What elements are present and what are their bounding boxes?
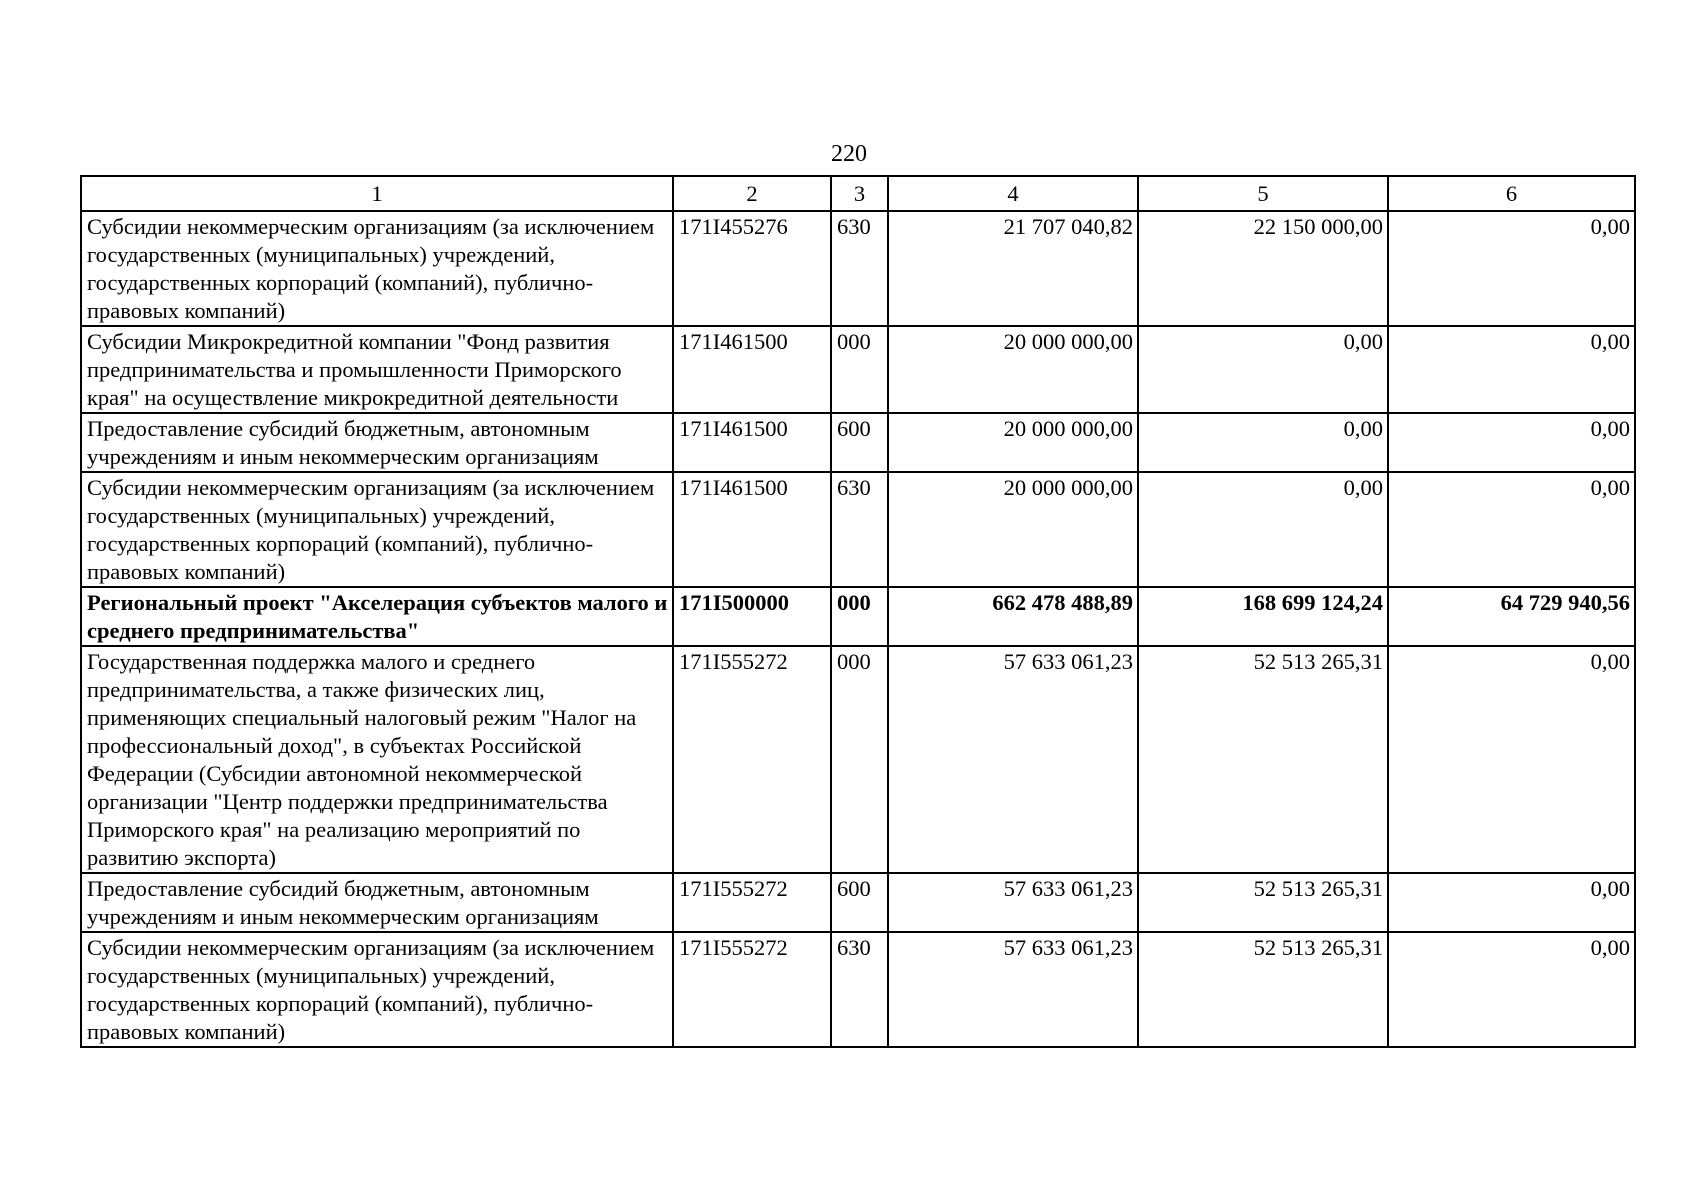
row-amount-col5: 0,00 [1138, 472, 1388, 587]
row-type: 630 [831, 211, 888, 326]
row-code: 171I461500 [673, 472, 831, 587]
row-amount-col4: 57 633 061,23 [888, 873, 1138, 932]
row-amount-col6: 0,00 [1388, 413, 1635, 472]
row-amount-col5: 52 513 265,31 [1138, 932, 1388, 1047]
page-number: 220 [831, 141, 867, 167]
row-code: 171I555272 [673, 873, 831, 932]
row-code: 171I500000 [673, 587, 831, 646]
column-header: 6 [1388, 176, 1635, 211]
row-amount-col4: 57 633 061,23 [888, 932, 1138, 1047]
row-amount-col4: 20 000 000,00 [888, 472, 1138, 587]
row-amount-col4: 662 478 488,89 [888, 587, 1138, 646]
row-amount-col5: 52 513 265,31 [1138, 873, 1388, 932]
column-header: 5 [1138, 176, 1388, 211]
row-amount-col6: 0,00 [1388, 646, 1635, 873]
header-row [81, 176, 1635, 211]
row-code: 171I461500 [673, 413, 831, 472]
row-amount-col5: 168 699 124,24 [1138, 587, 1388, 646]
column-header: 1 [81, 176, 673, 211]
row-amount-col6: 0,00 [1388, 932, 1635, 1047]
table-row [81, 646, 1635, 873]
row-description: Государственная поддержка малого и среднего предпринимательства, а также физических лиц, применяющих специальный налоговый режим "Налог на профессиональный доход", в субъектах Российской Федерации (Субсидии автономной некоммерческой организации "Центр поддержки предпринимательства Приморского края" на реализацию мероприятий по развитию экспорта) [81, 646, 673, 873]
row-description: Предоставление субсидий бюджетным, автономным учреждениям и иным некоммерческим организациям [81, 413, 673, 472]
row-type: 600 [831, 873, 888, 932]
row-code: 171I555272 [673, 646, 831, 873]
row-code: 171I461500 [673, 326, 831, 413]
row-description: Региональный проект "Акселерация субъектов малого и среднего предпринимательства" [81, 587, 673, 646]
table-row [81, 326, 1635, 413]
row-description: Субсидии некоммерческим организациям (за исключением государственных (муниципальных) учреждений, государственных корпораций (компаний), публично-правовых компаний) [81, 932, 673, 1047]
row-type: 000 [831, 646, 888, 873]
row-amount-col6: 0,00 [1388, 873, 1635, 932]
row-type: 630 [831, 472, 888, 587]
table-row [81, 472, 1635, 587]
row-type: 000 [831, 587, 888, 646]
row-type: 630 [831, 932, 888, 1047]
row-type: 600 [831, 413, 888, 472]
row-amount-col6: 0,00 [1388, 326, 1635, 413]
row-type: 000 [831, 326, 888, 413]
row-amount-col6: 0,00 [1388, 472, 1635, 587]
row-description: Предоставление субсидий бюджетным, автономным учреждениям и иным некоммерческим организациям [81, 873, 673, 932]
row-amount-col5: 52 513 265,31 [1138, 646, 1388, 873]
row-amount-col5: 22 150 000,00 [1138, 211, 1388, 326]
row-description: Субсидии Микрокредитной компании "Фонд развития предпринимательства и промышленности Приморского края" на осуществление микрокредитной деятельности [81, 326, 673, 413]
row-amount-col4: 20 000 000,00 [888, 413, 1138, 472]
row-amount-col4: 57 633 061,23 [888, 646, 1138, 873]
table-row-project-total [81, 587, 1635, 646]
row-description: Субсидии некоммерческим организациям (за исключением государственных (муниципальных) учреждений, государственных корпораций (компаний), публично-правовых компаний) [81, 211, 673, 326]
column-header: 4 [888, 176, 1138, 211]
row-code: 171I455276 [673, 211, 831, 326]
table-row [81, 873, 1635, 932]
table-row [81, 932, 1635, 1047]
column-header: 3 [831, 176, 888, 211]
row-description: Субсидии некоммерческим организациям (за исключением государственных (муниципальных) учреждений, государственных корпораций (компаний), публично-правовых компаний) [81, 472, 673, 587]
table-row [81, 413, 1635, 472]
row-amount-col6: 0,00 [1388, 211, 1635, 326]
budget-table [80, 175, 1636, 1048]
row-amount-col5: 0,00 [1138, 326, 1388, 413]
table-row [81, 211, 1635, 326]
row-amount-col6: 64 729 940,56 [1388, 587, 1635, 646]
row-code: 171I555272 [673, 932, 831, 1047]
row-amount-col4: 21 707 040,82 [888, 211, 1138, 326]
row-amount-col4: 20 000 000,00 [888, 326, 1138, 413]
column-header: 2 [673, 176, 831, 211]
row-amount-col5: 0,00 [1138, 413, 1388, 472]
